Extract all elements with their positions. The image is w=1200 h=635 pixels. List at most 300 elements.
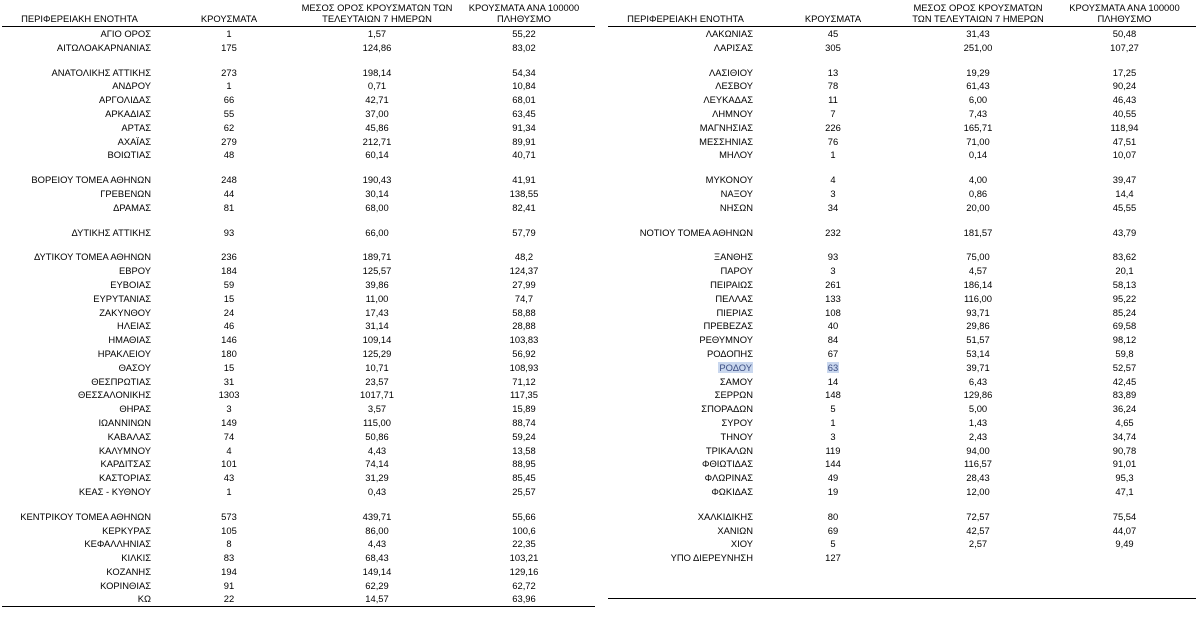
- table-row: [2, 319, 595, 333]
- region-cell: ΔΥΤΙΚΟΥ ΤΟΜΕΑ ΑΘΗΝΩΝ: [33, 251, 151, 263]
- cases-cell: 236: [221, 251, 237, 263]
- cases-cell: 19: [827, 485, 839, 497]
- avg7-cell: 3,57: [367, 403, 387, 415]
- region-cell: ΒΟΡΕΙΟΥ ΤΟΜΕΑ ΑΘΗΝΩΝ: [31, 174, 151, 186]
- avg7-cell: 198,14: [362, 66, 392, 78]
- spacer-cell: [453, 162, 595, 173]
- spacer-cell: [763, 576, 903, 587]
- region-cell: ΑΓΙΟ ΟΡΟΣ: [100, 28, 151, 39]
- avg7-cell: 7,43: [968, 107, 988, 119]
- table-row: [2, 457, 595, 471]
- per100k-cell: 20,1: [1115, 265, 1134, 277]
- table-row: [608, 41, 1196, 55]
- cases-cell: 74: [223, 430, 235, 442]
- region-cell: ΣΠΟΡΑΔΩΝ: [701, 403, 753, 415]
- table-row: [2, 579, 595, 593]
- spacer-cell: [903, 215, 1053, 226]
- per100k-cell: 88,95: [512, 458, 536, 470]
- region-cell: ΗΜΑΘΙΑΣ: [108, 334, 151, 346]
- avg7-cell: 4,00: [968, 174, 988, 186]
- spacer-cell: [2, 499, 157, 510]
- per100k-cell: 15,89: [512, 403, 536, 415]
- spacer-cell: [301, 162, 453, 173]
- spacer-cell: [157, 239, 301, 250]
- region-cell: ΡΟΔΟΠΗΣ: [706, 347, 753, 359]
- region-cell: ΗΛΕΙΑΣ: [117, 320, 151, 332]
- spacer-cell: [1053, 55, 1196, 66]
- spacer-cell: [608, 215, 763, 226]
- cases-cell: 133: [825, 292, 841, 304]
- per100k-cell: 83,02: [512, 41, 536, 53]
- spacer-cell: [301, 239, 453, 250]
- table-row: [608, 375, 1196, 389]
- cases-cell: 226: [825, 121, 841, 133]
- spacer-cell: [1053, 587, 1196, 599]
- avg7-cell: 6,00: [968, 94, 988, 106]
- per100k-cell: 9,49: [1115, 538, 1134, 550]
- region-cell: ΜΑΓΝΗΣΙΑΣ: [699, 121, 753, 133]
- avg7-cell: 42,57: [966, 524, 990, 536]
- table-row: [2, 250, 595, 264]
- spacer-row: [608, 215, 1196, 226]
- table-row: [608, 173, 1196, 187]
- region-cell: ΛΑΣΙΘΙΟΥ: [708, 66, 753, 78]
- spacer-cell: [1053, 215, 1196, 226]
- per100k-cell: 39,47: [1112, 174, 1137, 186]
- header-per100k: ΚΡΟΥΣΜΑΤΑ ΑΝΑ 100000 ΠΛΗΘΥΣΜΟ: [453, 0, 595, 27]
- avg7-cell: 42,71: [365, 94, 389, 106]
- table-row: [2, 27, 595, 41]
- spacer-cell: [763, 55, 903, 66]
- region-cell: ΥΠΟ ΔΙΕΡΕΥΝΗΣΗ: [670, 552, 753, 564]
- avg7-cell: 68,00: [365, 201, 389, 213]
- per100k-cell: 13,58: [512, 444, 536, 456]
- per100k-cell: 25,57: [512, 485, 536, 497]
- cases-cell: 11: [828, 94, 838, 106]
- cases-cell: 44: [223, 187, 235, 199]
- region-cell: ΑΡΚΑΔΙΑΣ: [105, 107, 151, 119]
- spacer-cell: [608, 576, 763, 587]
- region-cell: ΣΕΡΡΩΝ: [714, 389, 753, 401]
- cases-cell: 43: [223, 472, 235, 484]
- cases-cell: 127: [825, 552, 841, 564]
- region-cell: ΛΕΣΒΟΥ: [715, 80, 753, 92]
- per100k-cell: 88,74: [512, 416, 536, 428]
- region-cell: ΚΑΒΑΛΑΣ: [107, 430, 151, 442]
- region-cell: ΣΑΜΟΥ: [719, 375, 753, 387]
- avg7-cell: 75,00: [966, 251, 990, 263]
- table-row: [2, 444, 595, 458]
- avg7-cell: 74,14: [365, 458, 389, 470]
- table-row: [2, 201, 595, 215]
- cases-cell: 59: [223, 278, 235, 290]
- header-per100k: ΚΡΟΥΣΜΑΤΑ ΑΝΑ 100000 ΠΛΗΘΥΣΜΟ: [1053, 0, 1196, 27]
- avg7-cell: 190,43: [362, 174, 392, 186]
- spacer-row: [608, 162, 1196, 173]
- cases-cell: 46: [223, 320, 235, 332]
- region-cell: ΠΕΛΛΑΣ: [715, 292, 753, 304]
- table-row: [608, 333, 1196, 347]
- avg7-cell: 0,71: [367, 80, 387, 92]
- spacer-row: [608, 576, 1196, 587]
- region-cell: ΣΥΡΟΥ: [721, 416, 753, 428]
- per100k-cell: 59,24: [512, 430, 536, 442]
- per100k-cell: 83,89: [1112, 389, 1137, 401]
- spacer-cell: [157, 162, 301, 173]
- per100k-cell: 14,4: [1115, 187, 1134, 199]
- avg7-cell: 50,86: [365, 430, 389, 442]
- cases-cell: 67: [827, 347, 839, 359]
- table-row: [608, 201, 1196, 215]
- table-row: [608, 93, 1196, 107]
- cases-cell: 48: [223, 149, 235, 161]
- region-cell: ΦΘΙΩΤΙΔΑΣ: [701, 458, 753, 470]
- per100k-cell: 75,54: [1112, 510, 1137, 522]
- per100k-cell: 95,3: [1115, 472, 1134, 484]
- region-cell: ΝΗΣΩΝ: [719, 201, 753, 213]
- per100k-cell: 82,41: [512, 201, 536, 213]
- avg7-cell: 51,57: [966, 334, 990, 346]
- table-row: [608, 457, 1196, 471]
- per100k-cell: 74,7: [514, 292, 534, 304]
- avg7-cell: 31,14: [365, 320, 389, 332]
- table-row: [2, 187, 595, 201]
- table-body-right: [608, 27, 1196, 599]
- header-region: ΠΕΡΙΦΕΡΕΙΑΚΗ ΕΝΟΤΗΤΑ: [2, 0, 157, 27]
- per100k-cell: 117,35: [510, 389, 538, 401]
- per100k-cell: 83,62: [1112, 251, 1137, 263]
- avg7-cell: 125,29: [362, 347, 392, 359]
- spacer-cell: [157, 499, 301, 510]
- spacer-row: [2, 215, 595, 226]
- table-row: [608, 485, 1196, 499]
- cases-cell: 1: [226, 80, 232, 92]
- region-cell: ΚΕΦΑΛΛΗΝΙΑΣ: [84, 538, 151, 550]
- spacer-row: [608, 499, 1196, 510]
- spacer-row: [608, 55, 1196, 66]
- table-row: [608, 444, 1196, 458]
- spacer-cell: [608, 55, 763, 66]
- spacer-cell: [453, 499, 595, 510]
- per100k-cell: 55,66: [512, 510, 536, 522]
- avg7-cell: 4,43: [367, 444, 387, 456]
- region-cell: ΚΑΡΔΙΤΣΑΣ: [100, 458, 151, 470]
- avg7-cell: 14,57: [301, 592, 453, 606]
- table-row: [2, 361, 595, 375]
- table-row: [608, 148, 1196, 162]
- table-row: [608, 388, 1196, 402]
- avg7-cell: 31,43: [966, 28, 990, 39]
- region-cell: ΘΑΣΟΥ: [118, 361, 151, 373]
- avg7-cell: 4,43: [367, 538, 387, 550]
- avg7-cell: 17,43: [365, 306, 389, 318]
- per100k-cell: 90,78: [1112, 444, 1137, 456]
- avg7-cell: 19,29: [966, 66, 990, 78]
- region-cell: ΦΛΩΡΙΝΑΣ: [704, 472, 753, 484]
- per100k-cell: 46,43: [1112, 94, 1137, 106]
- per100k-cell: 22,35: [512, 538, 536, 550]
- avg7-cell: 189,71: [362, 251, 392, 263]
- table-row: [608, 306, 1196, 320]
- table-row: [2, 592, 595, 606]
- cases-cell: 4: [226, 444, 232, 456]
- spacer-cell: [157, 215, 301, 226]
- per100k-cell: 43,79: [1112, 226, 1137, 238]
- table-row: [2, 66, 595, 80]
- cases-cell: 49: [827, 472, 839, 484]
- spacer-cell: [763, 162, 903, 173]
- cases-cell: 1: [226, 28, 232, 39]
- table-row: [2, 79, 595, 93]
- region-cell: ΑΧΑΪΑΣ: [117, 135, 151, 147]
- region-cell: ΚΟΖΑΝΗΣ: [106, 565, 151, 577]
- region-cell: ΙΩΑΝΝΙΝΩΝ: [98, 416, 151, 428]
- table-row: [2, 347, 595, 361]
- spacer-row: [608, 565, 1196, 576]
- avg7-cell: 4,57: [968, 265, 988, 277]
- avg7-cell: 60,14: [365, 149, 389, 161]
- avg7-cell: 61,43: [966, 80, 990, 92]
- avg7-cell: 68,43: [365, 552, 389, 564]
- text-selection-highlight: ΡΟΔΟΥ: [719, 361, 752, 373]
- table-row: [2, 121, 595, 135]
- region-cell: ΝΟΤΙΟΥ ΤΟΜΕΑ ΑΘΗΝΩΝ: [639, 226, 753, 238]
- cases-cell: 93: [827, 251, 839, 263]
- table-row: [608, 292, 1196, 306]
- cases-cell: 1303: [218, 389, 240, 401]
- region-cell: ΜΗΛΟΥ: [719, 149, 753, 161]
- region-cell: ΡΕΘΥΜΝΟΥ: [699, 334, 753, 346]
- per100k-cell: 52,57: [1112, 361, 1137, 373]
- region-cell: ΤΗΝΟΥ: [720, 430, 753, 442]
- table-row: [608, 226, 1196, 240]
- cases-cell: 119: [825, 444, 841, 456]
- cases-cell: 24: [223, 306, 235, 318]
- region-cell: ΕΥΡΥΤΑΝΙΑΣ: [93, 292, 151, 304]
- avg7-cell: 71,00: [966, 135, 990, 147]
- region-cell: [608, 361, 763, 375]
- table-row: [2, 107, 595, 121]
- spacer-row: [2, 162, 595, 173]
- avg7-cell: 251,00: [963, 41, 993, 53]
- spacer-cell: [301, 499, 453, 510]
- table-row: [608, 347, 1196, 361]
- per100k-cell: 17,25: [1112, 66, 1137, 78]
- cases-cell: 62: [223, 121, 235, 133]
- per100k-cell: 100,6: [512, 524, 536, 536]
- avg7-cell: 5,00: [968, 403, 988, 415]
- region-cell: ΧΙΟΥ: [730, 538, 753, 550]
- avg7-cell: 109,14: [362, 334, 392, 346]
- table-row: [608, 79, 1196, 93]
- avg7-cell: 116,00: [964, 292, 992, 304]
- cases-cell: 91: [223, 579, 235, 591]
- cases-cell: 1: [830, 416, 836, 428]
- spacer-cell: [763, 239, 903, 250]
- region-cell: ΛΗΜΝΟΥ: [712, 107, 753, 119]
- avg7-cell: 12,00: [966, 485, 990, 497]
- avg7-cell: 23,57: [365, 375, 389, 387]
- cases-cell: 84: [827, 334, 839, 346]
- cases-cell: 573: [221, 510, 237, 522]
- spacer-cell: [301, 55, 453, 66]
- region-cell: ΠΕΙΡΑΙΩΣ: [710, 278, 753, 290]
- cases-table-right: [608, 0, 1196, 599]
- per100k-cell: 55,22: [512, 28, 536, 39]
- header-avg7: ΜΕΣΟΣ ΟΡΟΣ ΚΡΟΥΣΜΑΤΩΝ ΤΩΝ ΤΕΛΕΥΤΑΙΩΝ 7 ΗΜΕΡΩΝ: [301, 0, 453, 27]
- spacer-cell: [763, 215, 903, 226]
- table-header-row: [608, 0, 1196, 27]
- table-row: [2, 510, 595, 524]
- table-row: [2, 278, 595, 292]
- spacer-cell: [608, 499, 763, 510]
- avg7-cell: 53,14: [966, 347, 990, 359]
- avg7-cell: 124,86: [362, 41, 392, 53]
- per100k-cell: 103,83: [509, 334, 539, 346]
- region-cell: ΑΡΓΟΛΙΔΑΣ: [99, 94, 151, 106]
- cases-cell: 7: [830, 107, 836, 119]
- spacer-cell: [301, 215, 453, 226]
- cases-cell: 3: [830, 265, 836, 277]
- table-row: [608, 430, 1196, 444]
- avg7-cell: 72,57: [966, 510, 990, 522]
- region-cell: ΓΡΕΒΕΝΩΝ: [100, 187, 151, 199]
- per100k-cell: 98,12: [1112, 334, 1137, 346]
- avg7-cell: 165,71: [963, 121, 993, 133]
- region-cell: ΚΑΣΤΟΡΙΑΣ: [98, 472, 151, 484]
- avg7-cell: 1017,71: [360, 389, 394, 401]
- table-row: [2, 135, 595, 149]
- per100k-cell: 69,58: [1112, 320, 1137, 332]
- region-cell: ΔΡΑΜΑΣ: [113, 201, 151, 213]
- cases-cell: 1: [830, 149, 836, 161]
- avg7-cell: 28,43: [966, 472, 990, 484]
- region-cell: ΕΥΒΟΙΑΣ: [110, 278, 151, 290]
- cases-cell: 14: [827, 375, 839, 387]
- spacer-cell: [453, 55, 595, 66]
- cases-cell: 69: [827, 524, 839, 536]
- table-row: [2, 333, 595, 347]
- per100k-cell: 90,24: [1112, 80, 1137, 92]
- table-row: [608, 250, 1196, 264]
- spacer-cell: [763, 565, 903, 576]
- cases-cell: 105: [221, 524, 237, 536]
- region-cell: ΦΩΚΙΔΑΣ: [711, 485, 753, 497]
- per100k-cell: 103,21: [509, 552, 539, 564]
- table-row: [608, 551, 1196, 565]
- per100k-cell: 56,92: [512, 347, 536, 359]
- cases-cell: 149: [221, 416, 237, 428]
- per100k-cell: 129,16: [509, 565, 539, 577]
- spacer-cell: [2, 162, 157, 173]
- avg7-cell: 212,71: [362, 135, 392, 147]
- region-cell: ΤΡΙΚΑΛΩΝ: [705, 444, 753, 456]
- spacer-cell: [763, 499, 903, 510]
- table-row: [2, 41, 595, 55]
- region-cell: ΕΒΡΟΥ: [118, 265, 151, 277]
- cases-cell: 45: [827, 28, 839, 39]
- spacer-cell: [903, 162, 1053, 173]
- per100k-cell: 58,88: [512, 306, 536, 318]
- table-row: [608, 107, 1196, 121]
- cases-cell: 279: [221, 135, 237, 147]
- table-row: [2, 264, 595, 278]
- table-row: [608, 187, 1196, 201]
- table-row: [608, 121, 1196, 135]
- cases-cell: 55: [223, 107, 235, 119]
- region-cell: ΒΟΙΩΤΙΑΣ: [107, 149, 151, 161]
- region-cell: ΚΕΑΣ - ΚΥΘΝΟΥ: [78, 485, 151, 497]
- region-cell: ΖΑΚΥΝΘΟΥ: [99, 306, 151, 318]
- table-row: [608, 510, 1196, 524]
- table-row: [2, 565, 595, 579]
- region-cell: ΑΡΤΑΣ: [121, 121, 151, 133]
- table-row: [2, 524, 595, 538]
- per100k-cell: 27,99: [512, 278, 536, 290]
- per100k-cell: 36,24: [1112, 403, 1137, 415]
- avg7-cell: 37,00: [365, 107, 389, 119]
- table-row: [608, 27, 1196, 41]
- spacer-cell: [608, 239, 763, 250]
- region-cell: ΧΑΝΙΩΝ: [717, 524, 753, 536]
- region-cell: ΚΙΛΚΙΣ: [121, 552, 151, 564]
- spacer-cell: [608, 162, 763, 173]
- region-cell: ΧΑΛΚΙΔΙΚΗΣ: [697, 510, 753, 522]
- avg7-cell: 94,00: [966, 444, 990, 456]
- region-cell: ΠΡΕΒΕΖΑΣ: [703, 320, 753, 332]
- cases-cell: [763, 361, 903, 375]
- cases-cell: 273: [221, 66, 237, 78]
- table-row: [2, 388, 595, 402]
- spacer-cell: [2, 239, 157, 250]
- avg7-cell: 439,71: [362, 510, 392, 522]
- table-row: [2, 551, 595, 565]
- cases-cell: 3: [830, 187, 836, 199]
- table-row: [2, 306, 595, 320]
- table-row: [608, 135, 1196, 149]
- per100k-cell: 107,27: [1110, 41, 1139, 53]
- spacer-cell: [903, 55, 1053, 66]
- cases-cell: 93: [223, 226, 235, 238]
- per100k-cell: 54,34: [512, 66, 536, 78]
- region-cell: ΑΝΑΤΟΛΙΚΗΣ ΑΤΤΙΚΗΣ: [51, 66, 151, 78]
- per100k-cell: 10,84: [512, 80, 536, 92]
- spacer-cell: [763, 587, 903, 599]
- cases-cell: 22: [157, 592, 301, 606]
- text-selection-highlight: 63: [827, 361, 839, 373]
- region-cell: ΘΗΡΑΣ: [119, 403, 151, 415]
- cases-table-left: [2, 0, 595, 607]
- per100k-cell: 42,45: [1112, 375, 1137, 387]
- cases-cell: 5: [830, 538, 836, 550]
- table-row: [608, 416, 1196, 430]
- cases-cell: 146: [221, 334, 237, 346]
- avg7-cell: 30,14: [365, 187, 389, 199]
- per100k-cell: 40,55: [1112, 107, 1137, 119]
- region-cell: ΜΕΣΣΗΝΙΑΣ: [699, 135, 753, 147]
- spacer-cell: [903, 499, 1053, 510]
- avg7-cell: 29,86: [966, 320, 990, 332]
- region-cell: ΞΑΝΘΗΣ: [714, 251, 753, 263]
- per100k-cell: 58,13: [1112, 278, 1137, 290]
- avg7-cell: 20,00: [966, 201, 990, 213]
- header-avg7: ΜΕΣΟΣ ΟΡΟΣ ΚΡΟΥΣΜΑΤΩΝ ΤΩΝ ΤΕΛΕΥΤΑΙΩΝ 7 ΗΜΕΡΩΝ: [903, 0, 1053, 27]
- spacer-cell: [453, 215, 595, 226]
- spacer-row: [2, 499, 595, 510]
- cases-cell: 1: [226, 485, 232, 497]
- avg7-cell: 149,14: [362, 565, 392, 577]
- table-body-left: [2, 27, 595, 607]
